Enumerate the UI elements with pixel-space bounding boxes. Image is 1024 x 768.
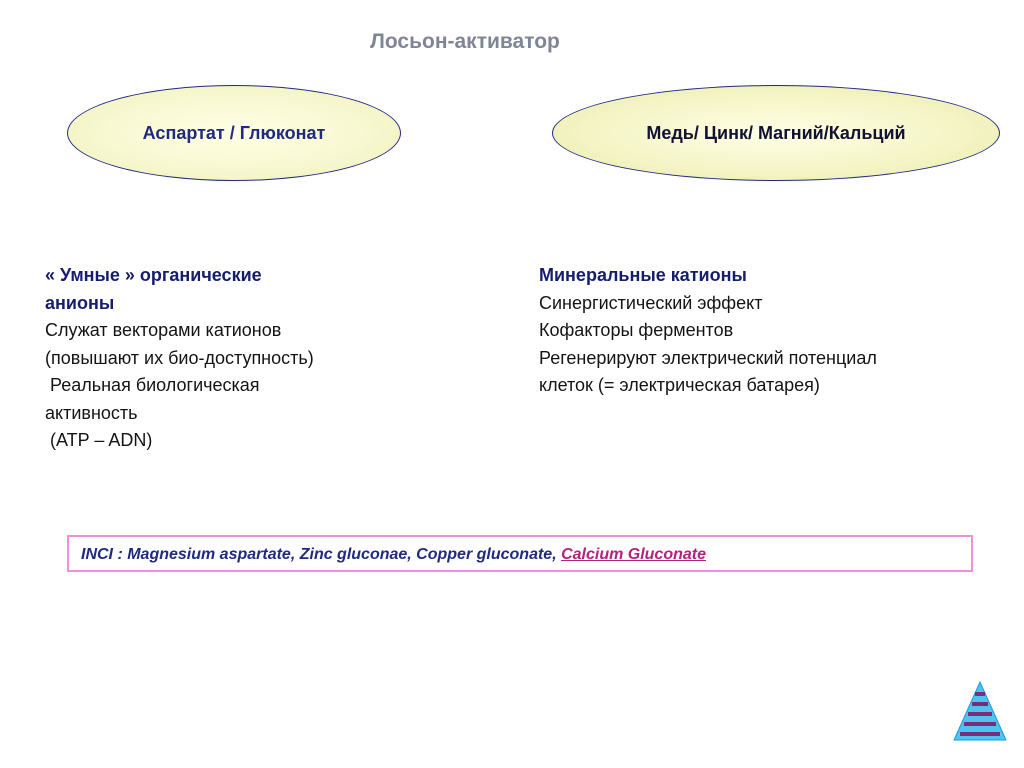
cations-description: [539, 262, 999, 400]
anions-text-line: (ATP – ADN): [45, 430, 153, 450]
cations-text-line: Синергистический эффект: [539, 292, 763, 313]
anions-heading-line2: анионы: [45, 292, 115, 313]
anions-text-line: (повышают их био-доступность): [45, 347, 314, 368]
anions-text-line: Служат векторами катионов: [45, 320, 282, 340]
cations-heading: Минеральные катионы: [539, 265, 747, 285]
anions-description: [45, 262, 425, 455]
cations-ellipse-label: Медь/ Цинк/ Магний/Кальций: [646, 122, 906, 143]
anions-text-line: активность: [45, 402, 138, 423]
anions-ellipse-label: Аспартат / Глюконат: [142, 122, 326, 143]
inci-link-calcium-gluconate[interactable]: Calcium Gluconate: [561, 546, 706, 563]
cations-text-line: клеток (= электрическая батарея): [539, 375, 820, 395]
inci-text: INCI : Magnesium aspartate, Zinc gluconae, Copper gluconate,: [81, 546, 562, 563]
anions-heading-line1: « Умные » органические: [45, 265, 262, 285]
anions-text-line: Реальная биологическая: [45, 375, 260, 395]
cations-text-line: Кофакторы ферментов: [539, 320, 734, 340]
cations-text-line: Регенерируют электрический потенциал: [539, 347, 877, 368]
slide-title: Лосьон-активатор: [370, 30, 560, 53]
pyramid-logo-icon: [952, 680, 1008, 742]
cations-ellipse: [552, 85, 1000, 181]
anions-ellipse: [67, 85, 401, 181]
inci-box: [67, 535, 973, 572]
